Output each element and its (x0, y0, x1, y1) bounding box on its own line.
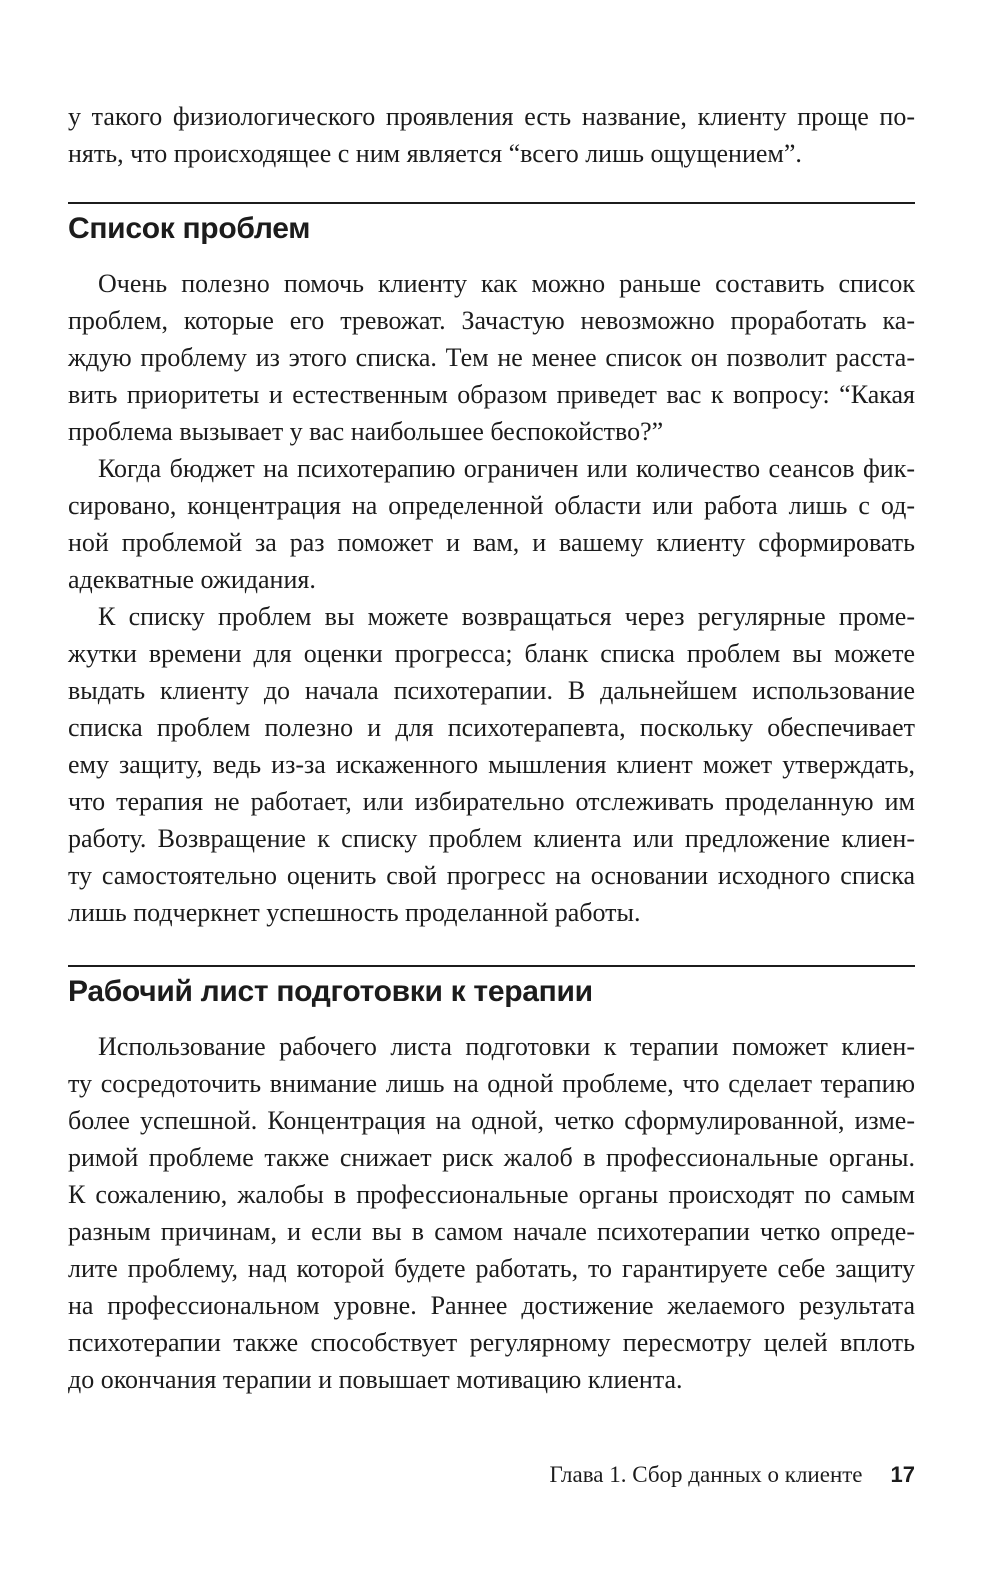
intro-line: нять, что происходящее с ним является “всего лишь ощущением”. (68, 139, 802, 168)
paragraph-line: ждую проблему из этого списка. Тем не менее список он позволит расста- (68, 343, 915, 372)
paragraph-line: вить приоритеты и естественным образом приведет вас к вопросу: “Какая (68, 380, 915, 409)
section-heading-therapy-worksheet: Рабочий лист подготовки к терапии (68, 975, 593, 1008)
section-divider (68, 965, 915, 967)
paragraph-line: проблема вызывает у вас наибольшее беспокойство?” (68, 417, 664, 446)
paragraph-line: К списку проблем вы можете возвращаться через регулярные проме- (98, 602, 915, 631)
paragraph-line: адекватные ожидания. (68, 565, 316, 594)
paragraph-line: Очень полезно помочь клиенту как можно раньше составить список (98, 269, 915, 298)
paragraph-line: Когда бюджет на психотерапию ограничен или количество сеансов фик- (98, 454, 915, 483)
paragraph-line: до окончания терапии и повышает мотивацию клиента. (68, 1365, 683, 1394)
paragraph-line: более успешной. Концентрация на одной, четко сформулированной, изме- (68, 1106, 915, 1135)
paragraph-line: что терапия не работает, или избирательно отслеживать проделанную им (68, 787, 915, 816)
paragraph-line: ему защиту, ведь из-за искаженного мышления клиент может утверждать, (68, 750, 915, 779)
paragraph-line: работу. Возвращение к списку проблем клиента или предложение клиен- (68, 824, 915, 853)
page-number: 17 (890, 1462, 915, 1487)
paragraph-line: К сожалению, жалобы в профессиональные органы происходят по самым (68, 1180, 915, 1209)
intro-line: у такого физиологического проявления есть название, клиенту проще по- (68, 102, 915, 131)
paragraph-line: списка проблем полезно и для психотерапевта, поскольку обеспечивает (68, 713, 915, 742)
section-heading-problem-list: Список проблем (68, 212, 311, 245)
paragraph-line: разным причинам, и если вы в самом начале психотерапии четко опреде- (68, 1217, 915, 1246)
paragraph-line: сировано, концентрация на определенной области или работа лишь с од- (68, 491, 915, 520)
running-footer-chapter: Глава 1. Сбор данных о клиенте (549, 1462, 863, 1487)
paragraph-line: лишь подчеркнет успешность проделанной работы. (68, 898, 641, 927)
section-divider (68, 202, 915, 204)
paragraph-line: ной проблемой за раз поможет и вам, и вашему клиенту сформировать (68, 528, 915, 557)
paragraph-line: ту самостоятельно оценить свой прогресс на основании исходного списка (68, 861, 915, 890)
paragraph-line: Использование рабочего листа подготовки к терапии поможет клиен- (98, 1032, 915, 1061)
paragraph-line: римой проблеме также снижает риск жалоб в профессиональные органы. (68, 1143, 915, 1172)
paragraph-line: психотерапии также способствует регулярному пересмотру целей вплоть (68, 1328, 915, 1357)
paragraph-line: ту сосредоточить внимание лишь на одной проблеме, что сделает терапию (68, 1069, 915, 1098)
paragraph-line: лите проблему, над которой будете работать, то гарантируете себе защиту (68, 1254, 915, 1283)
paragraph-line: жутки времени для оценки прогресса; бланк списка проблем вы можете (68, 639, 915, 668)
paragraph-line: проблем, которые его тревожат. Зачастую невозможно проработать ка- (68, 306, 915, 335)
paragraph-line: выдать клиенту до начала психотерапии. В дальнейшем использование (68, 676, 915, 705)
page-footer (549, 1460, 915, 1490)
paragraph-line: на профессиональном уровне. Раннее достижение желаемого результата (68, 1291, 915, 1320)
